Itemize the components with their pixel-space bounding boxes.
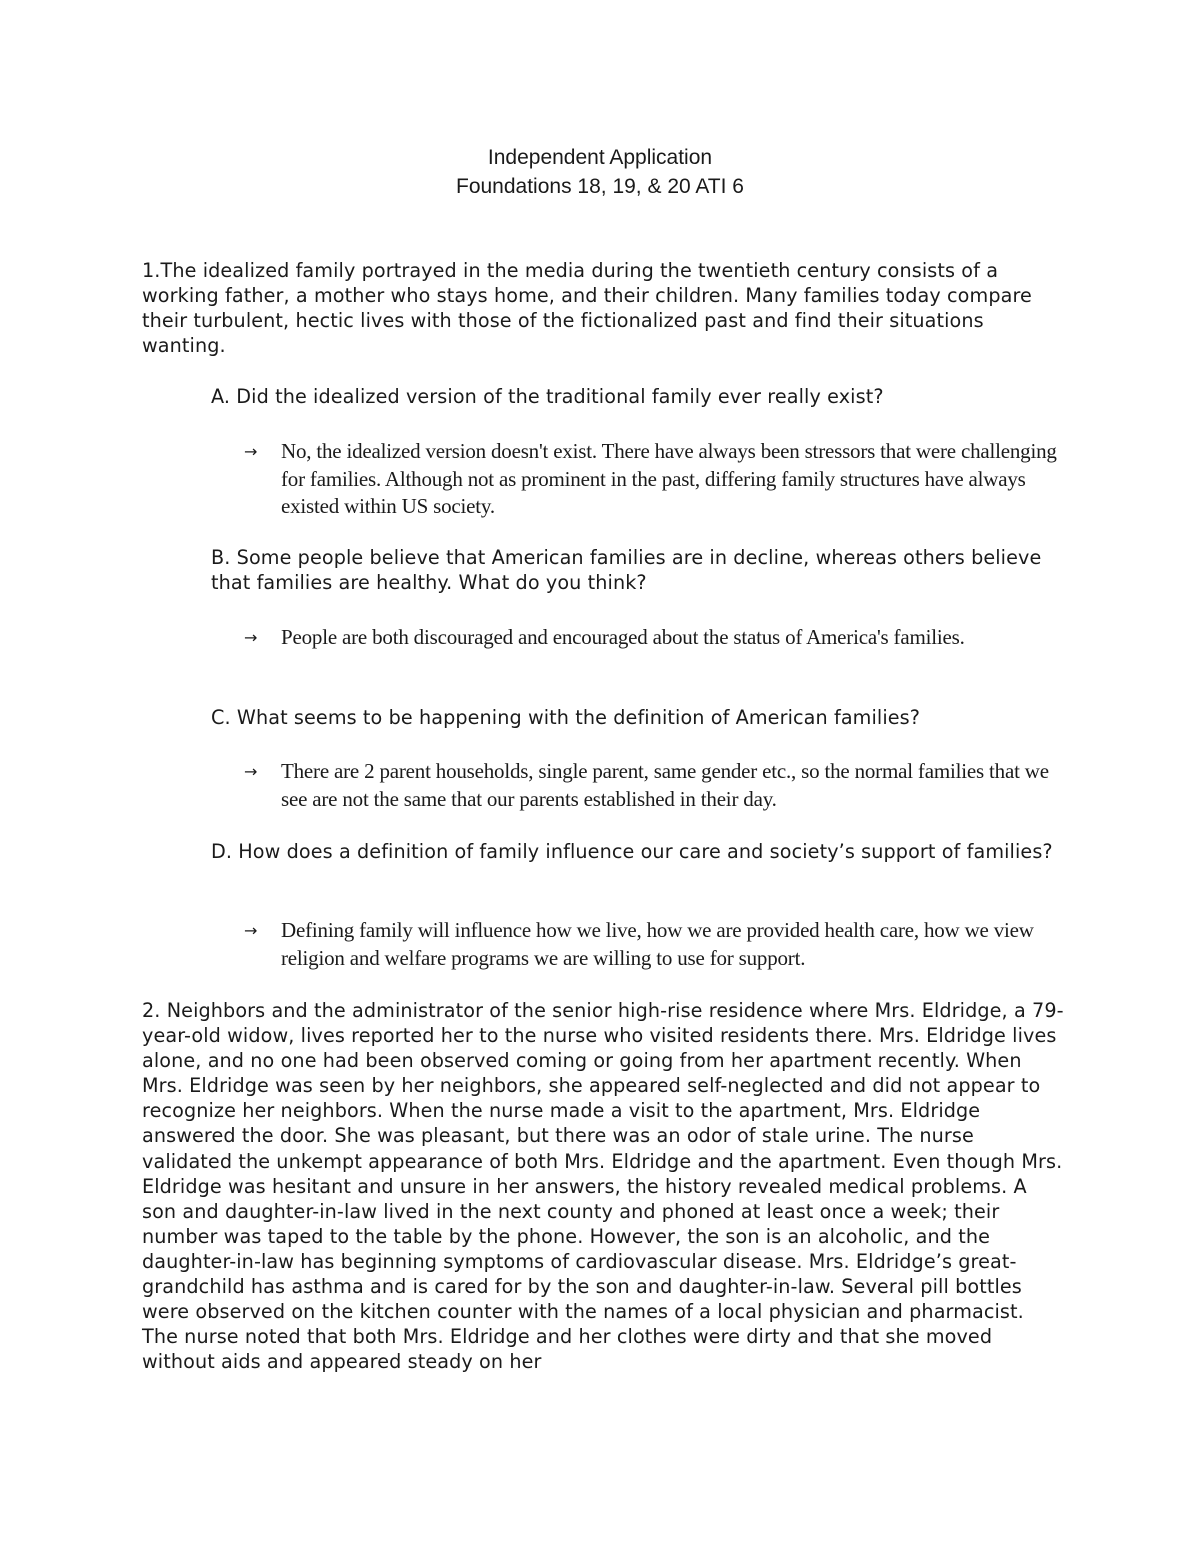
answer-1a-text: No, the idealized version doesn't exist. There have always been stressors that were challenging for families. Although not as prominent in the past, differing family structures have always existed within US society. <box>281 439 1057 518</box>
arrow-bullet-icon: → <box>244 628 258 647</box>
answer-1c <box>244 758 1074 813</box>
arrow-bullet-icon: → <box>244 762 258 781</box>
arrow-bullet-icon: → <box>244 442 258 461</box>
answer-1d-text: Defining family will influence how we live, how we are provided health care, how we view religion and welfare programs we are willing to use for support. <box>281 918 1034 970</box>
question-1b: B. Some people believe that American families are in decline, whereas others believe that families are healthy. What do you think? <box>211 546 1042 595</box>
arrow-bullet-icon: → <box>244 921 258 940</box>
question-2-prompt: 2. Neighbors and the administrator of the senior high-rise residence where Mrs. Eldridge, a 79-year-old widow, lives reported her to the nurse who visited residents there. Mrs. Eldridge lives alone, and no one had been observed coming or going from her apartment recently. When Mrs. Eldridge was seen by her neighbors, she appeared self-neglected and did not appear to recognize her neighbors. When the nurse made a visit to the apartment, Mrs. Eldridge answered the door. She was pleasant, but there was an odor of stale urine. The nurse validated the unkempt appearance of both Mrs. Eldridge and the apartment. Even though Mrs. Eldridge was hesitant and unsure in her answers, the history revealed medical problems. A son and daughter-in-law lived in the next county and phoned at least once a week; their number was taped to the table by the phone. However, the son is an alcoholic, and the daughter-in-law has beginning symptoms of cardiovascular disease. Mrs. Eldridge’s great-grandchild has asthma and is cared for by the son and daughter-in-law. Several pill bottles were observed on the kitchen counter with the names of a local physician and pharmacist. The nurse noted that both Mrs. Eldridge and her clothes were dirty and that she moved without aids and appeared steady on her <box>142 999 1064 1374</box>
question-1d: D. How does a definition of family influence our care and society’s support of families? <box>211 840 1053 863</box>
document-title: Independent Application <box>487 146 713 169</box>
answer-1d <box>244 917 1074 972</box>
answer-1a <box>244 438 1074 521</box>
answer-1b <box>244 624 1074 652</box>
document-header <box>0 143 1200 201</box>
question-1a: A. Did the idealized version of the traditional family ever really exist? <box>211 385 884 408</box>
document-subtitle: Foundations 18, 19, & 20 ATI 6 <box>456 175 744 198</box>
question-1c: C. What seems to be happening with the definition of American families? <box>211 706 921 729</box>
answer-1b-text: People are both discouraged and encouraged about the status of America's families. <box>281 625 965 649</box>
question-1-prompt: 1.The idealized family portrayed in the media during the twentieth century consists of a working father, a mother who stays home, and their children. Many families today compare their turbulent, hectic lives with those of the fictionalized past and find their situations wanting. <box>142 259 1032 358</box>
answer-1c-text: There are 2 parent households, single parent, same gender etc., so the normal families that we see are not the same that our parents established in their day. <box>281 759 1049 811</box>
